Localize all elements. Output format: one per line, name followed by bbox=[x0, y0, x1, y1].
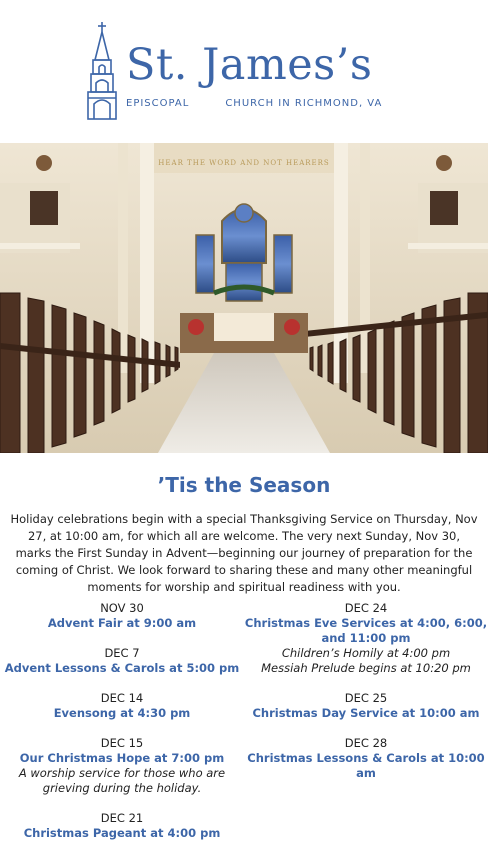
event-item bbox=[244, 691, 488, 721]
event-item bbox=[244, 736, 488, 781]
event-name: Christmas Lessons & Carols at 10:00 am bbox=[247, 751, 485, 780]
sanctuary-photo bbox=[0, 143, 488, 453]
svg-text:HEAR THE WORD AND NOT HEARERS: HEAR THE WORD AND NOT HEARERS bbox=[158, 159, 330, 167]
event-name: Evensong at 4:30 pm bbox=[53, 706, 191, 720]
event-name: Advent Lessons & Carols at 5:00 pm bbox=[4, 661, 240, 675]
event-date: DEC 21 bbox=[100, 811, 144, 825]
event-note: Children’s Homily at 4:00 pm bbox=[281, 646, 451, 660]
event-item bbox=[0, 736, 244, 796]
event-date: NOV 30 bbox=[100, 601, 144, 615]
event-note: A worship service for those who are grieving during the holiday. bbox=[18, 766, 226, 795]
section-intro: Holiday celebrations begin with a special Thanksgiving Service on Thursday, Nov 27, at 10:00 am, for which all are welcome. The very next Sunday, Nov 30, marks the First Sunday in Advent—beginning our journey of preparation for the coming of Christ. We look forward to sharing these and many other meaningful moments for worship and spiritual readiness with you. bbox=[10, 512, 478, 594]
events-column-right bbox=[244, 601, 488, 796]
event-name: Our Christmas Hope at 7:00 pm bbox=[19, 751, 225, 765]
header bbox=[0, 0, 488, 143]
event-item bbox=[244, 601, 488, 676]
section-title: ’Tis the Season bbox=[157, 473, 331, 497]
subtitle-location: CHURCH IN RICHMOND, VA bbox=[225, 98, 383, 109]
event-date: DEC 15 bbox=[100, 736, 144, 750]
event-item bbox=[0, 601, 244, 631]
event-date: DEC 28 bbox=[344, 736, 388, 750]
church-logo[interactable] bbox=[84, 22, 414, 122]
church-subtitle bbox=[126, 98, 382, 109]
event-item bbox=[0, 811, 244, 841]
event-name: Christmas Day Service at 10:00 am bbox=[252, 706, 480, 720]
event-date: DEC 7 bbox=[104, 646, 140, 660]
event-date: DEC 25 bbox=[344, 691, 388, 705]
event-date: DEC 24 bbox=[344, 601, 388, 615]
church-name: St. James’s bbox=[126, 40, 373, 90]
event-name: Christmas Eve Services at 4:00, 6:00, and 11:00 pm bbox=[244, 616, 488, 645]
events-column-left bbox=[0, 601, 244, 856]
main-content bbox=[0, 453, 488, 840]
subtitle-episcopal: EPISCOPAL bbox=[126, 98, 190, 109]
event-note: Messiah Prelude begins at 10:20 pm bbox=[261, 661, 471, 675]
steeple-icon bbox=[84, 22, 120, 120]
event-name: Christmas Pageant at 4:00 pm bbox=[23, 826, 221, 840]
event-name: Advent Fair at 9:00 am bbox=[47, 616, 197, 630]
event-date: DEC 14 bbox=[100, 691, 144, 705]
event-item bbox=[0, 691, 244, 721]
event-item bbox=[0, 646, 244, 676]
